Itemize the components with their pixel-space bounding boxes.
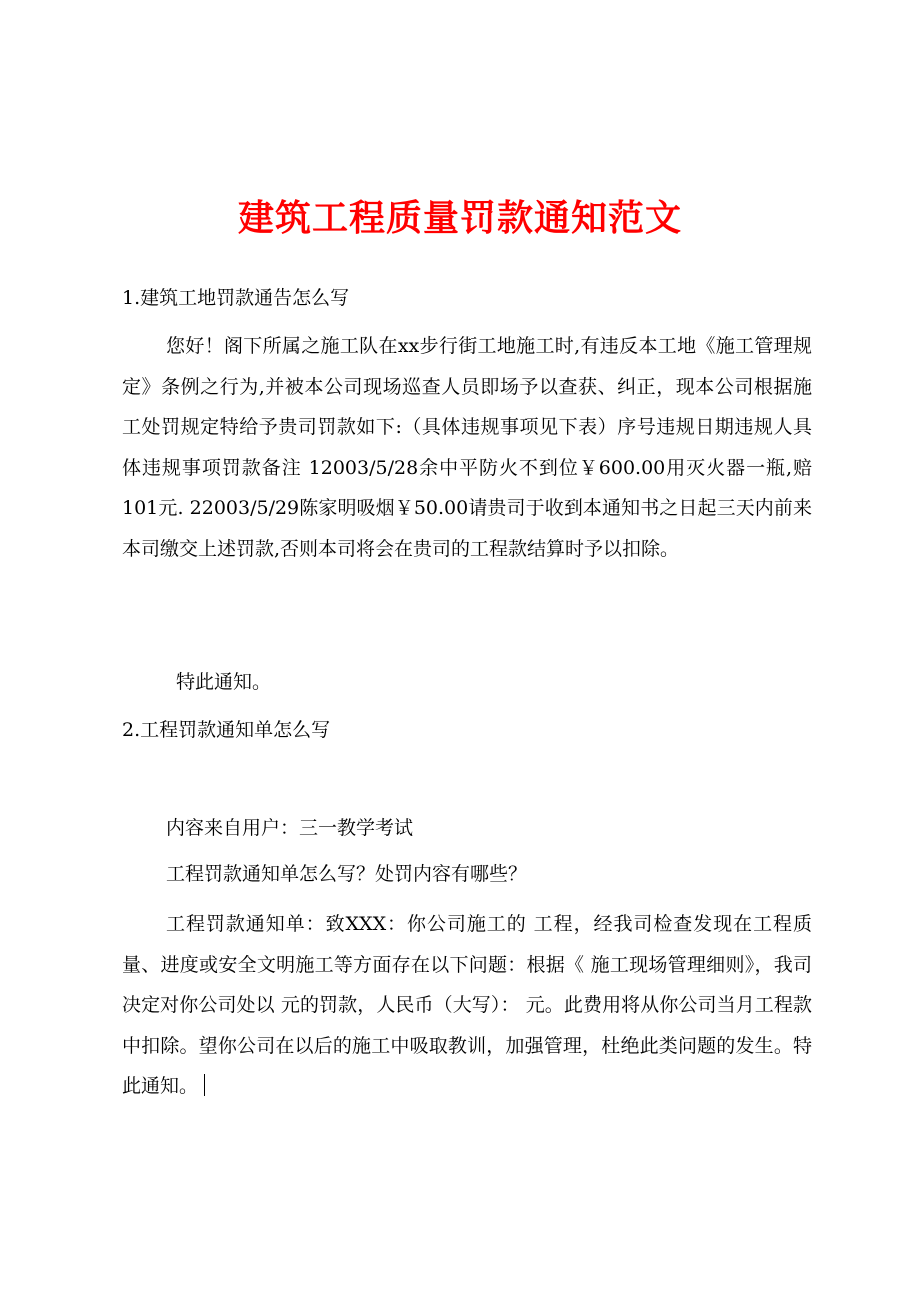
section-2-source: 内容来自用户：三一教学考试 <box>166 817 414 839</box>
section-1-paragraph: 您好！阁下所属之施工队在xx步行街工地施工时,有违反本工地《施工管理规定》条例之行为,并被本公司现场巡查人员即场予以查获、纠正，现本公司根据施工处罚规定特给予贵司罚款如下:（具体违规事项见下表）序号违规日期违规人具体违规事项罚款备注 12003/5/28余中平防火不到位￥600.00用灭火器一瓶,赔101元. 22003/5/29陈家明吸烟￥50.00请贵司于收到本通知书之日起三天内前来本司缴交上述罚款,否则本司将会在贵司的工程款结算时予以扣除。 <box>122 335 812 560</box>
section-1-closing: 特此通知。 <box>176 671 272 693</box>
section-2-paragraph-wrapper <box>122 904 812 1107</box>
section-2-question: 工程罚款通知单怎么写？处罚内容有哪些？ <box>166 863 528 885</box>
section-2-heading: 2.工程罚款通知单怎么写 <box>122 719 331 741</box>
section-1-heading: 1.建筑工地罚款通告怎么写 <box>122 287 350 309</box>
text-cursor <box>204 1074 205 1096</box>
document-title: 建筑工程质量罚款通知范文 <box>237 197 682 239</box>
section-2-paragraph: 工程罚款通知单：致XXX：你公司施工的 工程，经我司检查发现在工程质量、进度或安全文明施工等方面存在以下问题：根据《 施工现场管理细则》，我司决定对你公司处以 元的罚款，人民币（大写）： 元。此费用将从你公司当月工程款中扣除。望你公司在以后的施工中吸取教训，加强管理，杜绝此类问题的发生。特此通知。 <box>122 913 812 1097</box>
